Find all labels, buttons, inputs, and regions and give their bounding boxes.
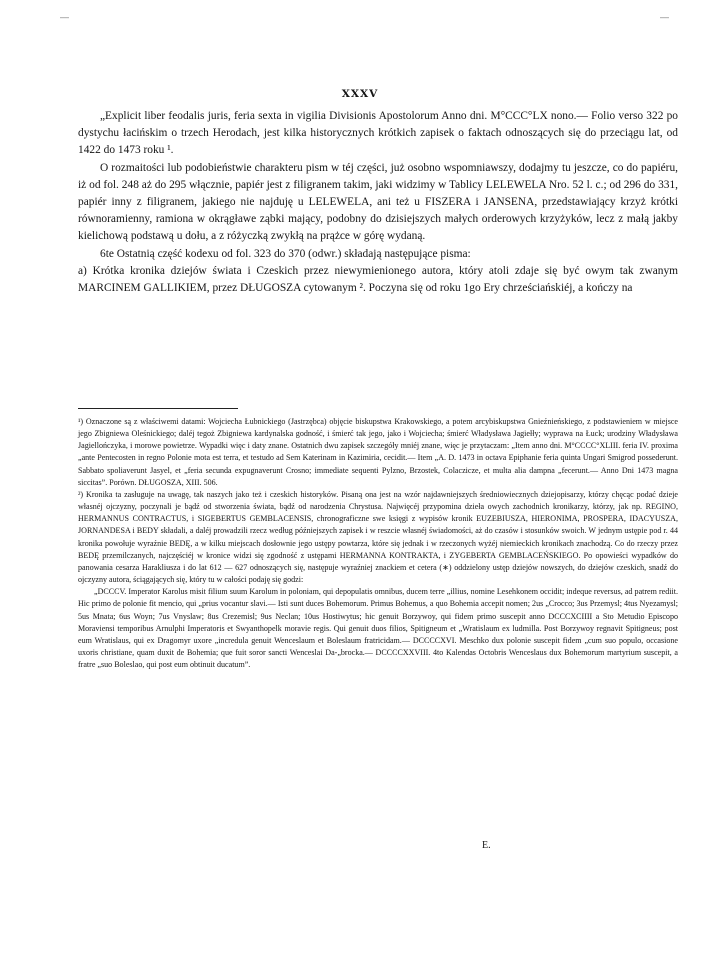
main-text bbox=[78, 108, 678, 297]
page-corner-mark-right: — bbox=[660, 12, 669, 22]
paragraph-explicit: „Explicit liber feodalis juris, feria sexta in vigilia Divisionis Apostolorum Anno dni. M°CCC°LX nono.— Folio verso 322 po dystychu łacińskim o trzech Herodach, jest kilka historycznych krótkich zapisek o faktach odnoszących się do przeciągu lat, od 1422 do 1473 roku ¹. bbox=[78, 110, 678, 157]
footnote-1: ¹) Oznaczone są z właściwemi datami: Wojciecha Łubnickiego (Jastrzębca) objęcie biskupstwa Krakowskiego, a potem arcybiskupstwa Gnieźnieńskiego, z podstawieniem w miejsce jego Zbigniewa Oleśnickiego; daléj tegoż Zbigniewa kardynalska godność, i śmierć tak jego, jako i Wojciecha; śmierć Władysława Jagiełły; wyprawa na Łuck; urodziny Władysława Jagiellończyka, i morowe powietrze. Wypadki więc i daty znane. Ostatnich dwu zapisek szczegóły mniéj znane, więc je przytaczam: „Item anno dni. M°CCCC°XLIII. feria IV. proxima „ante Pentecosten in regno Polonie mota est terra, et testudo ad Sem Katerinam in Kazimiria, cecidit.— Item „A. D. 1473 in octava Epiphanie feria quinta Ungari Smigrod possederunt. Sabbato spoliaverunt Jasyel, et „feria secunda expugnaverunt Crosno; immediate sequenti Pylzno, Brzostek, Colaczicze, et multa alia dampna „fecerunt.— Anno Dni 1473 magna siccitas”. Porówn. DŁUGOSZA, XIII. 506. bbox=[78, 417, 678, 487]
paragraph-part-six: 6te Ostatnią część kodexu od fol. 323 do 370 (odwr.) składają następujące pisma: bbox=[100, 247, 471, 260]
paragraph-paper: O rozmaitości lub podobieństwie charakteru pism w téj części, już osobno wspomniawszy, dodajmy tu jeszcze, co do papiéru, iż od fol. 248 aż do 295 włącznie, papiér jest z filigranem takim, jaki widzimy w Tablicy LELEWELA Nro. 52 l. c.; od 296 do 331, papiér inny z filigranem, jakiego nie najduję u LELEWELA, ani też u FISZERA i JANSENA, przedstawiający krzyż krótki równoramienny, ramiona w okrągławe ząbki mający, podobny do dzisiejszych małych orderowych krzyżyków, lecz z małą jakby kielichową podstawą u dołu, a z różyczką zwykłą na prążce w górę wydaną. bbox=[78, 161, 678, 243]
signature-mark: E. bbox=[482, 840, 491, 851]
footnote-2-quotation: „DCCCV. Imperator Karolus misit filium suum Karolum in poloniam, qui depopulatis omnibus, ducem terre „illius, nomine Lesehkonem occidit; indeque reversus, ad patrem rediit. Hic primo de polonie fit mencio, qui „prius vocantur slavi.— Isti sunt duces Bohemorum. Primus Bohemus, a quo Bohemia accepit nomen; 2us „Crocco; 3us Przemysl; 4tus Nyezamysl; 5us Mnata; 6us Woyn; 7us Vnyslaw; 8us Crezemisl; 9us Neclan; 10us Hostiwytus; hic genuit Borzywoy, qui fidem primo suscepit anno DCCCXCIIII a Sto Metudio Episcopo Moraviensi temporibus Arnulphi Imperatoris et Swyanthopelk moravie regis. Qui genuit duos filios, Spitigneum et „Wratislaum ex ludmilla. Post Borzywoy regnavit Spitigneus; post eum Wratislaus, qui ex Dragomyr uxore „incredula genuit Wenceslaum et Boleslaum fratricidam.— DCCCCXVI. Meschko dux polonie suscepit fidem „cum suo populo, occasione uxoris christiane, quam duxit de Bohemia; que fuit soror sancti Wenceslai Da-„brocka.— DCCCCXXVIII. 4to Kalendas Octobris Wenceslaus dux Bohemorum martyrium suscepit, a fratre „suo Boleslao, qui post eum obtinuit ducatum”. bbox=[78, 587, 678, 670]
footnotes bbox=[78, 416, 678, 671]
page-corner-mark-left: — bbox=[60, 12, 69, 22]
footnote-2: ²) Kronika ta zasługuje na uwagę, tak naszych jako też i czeskich historyków. Pisaną ona jest na wzór najdawniejszych średniowiecznych dziejopisarzy, którzy chęcąc podać dzieje własnéj ojczyzny, poczynali je bądź od stworzenia świata, bądź od narodzenia Chrystusa. Najwięcéj przypomina dzieła owych zachodnich kronikarzy, którzy, jak np. REGINO, HERMANNUS CONTRACTUS, i SIGEBERTUS GEMBLACENSIS, chronograficzne swe księgi z wypisów kronik EUZEBIUSZA, HIERONIMA, PROSPERA, IDACYUSZA, JORNANDESA i BEDY składali, a daléj prowadzili rzecz według późniejszych zapisek i w reszcie własnéj świadomości, aż do czasów i stosunków swoich. W jednym ustępie pod r. 44 kronika powołuje wyraźnie BEDĘ, a w kilku miejscach dosłownie jego ustępy powtarza, które się jednak i w rzeczonych wyżéj niemieckich kronikach znachodzą. Co do rzeczy przez BEDĘ przemilczanych, najczęściéj w kronice widzi się zgodność z ustępami HERMANNA KONTRAKTA, i ZYGEBERTA GEMBLACEŃSKIEGO. Po opowieści wypadków do panowania cesarza Harakliusza i do lat 612 — 627 odnoszących się, następuje wyraźniej znackiem et cetera (∗) oddzielony ustęp dziejów nowszych, do dziejów czeskich, snadź do ojczyzny autora, ściągających się, który tu w całości podaję się godzi: bbox=[78, 489, 678, 585]
page-number-header: XXXV bbox=[341, 88, 379, 100]
footnote-divider bbox=[78, 408, 238, 409]
paragraph-chronicle-a: a) Krótka kronika dziejów świata i Czeskich przez niewymienionego autora, który atoli zdaje się być owym tak zwanym MARCINEM GALLIKIEM, przez DŁUGOSZA cytowanym ². Poczyna się od roku 1go Ery chrześciańskiéj, a kończy na bbox=[78, 264, 678, 295]
